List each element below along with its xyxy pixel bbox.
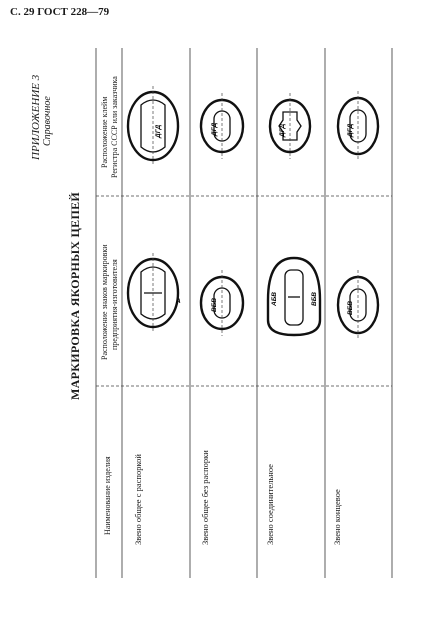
maker-mark: АБВ (271, 292, 278, 306)
row-label-stud-link: Звено общее с распоркой (133, 454, 143, 545)
stud-link-maker-drawing (128, 253, 181, 333)
studless-link-register-drawing (201, 93, 243, 159)
register-mark: ДГД (347, 123, 354, 137)
table-title: МАРКИРОВКА ЯКОРНЫХ ЦЕПЕЙ (68, 191, 82, 400)
joining-link-register-drawing (270, 93, 310, 159)
joining-link-maker-drawing (268, 258, 320, 335)
col-header-name: Наименование изделия (103, 456, 112, 535)
appendix-subtitle: Справочное (42, 96, 53, 146)
stud-link-register-drawing (128, 86, 178, 166)
page-header: С. 29 ГОСТ 228—79 (10, 6, 110, 18)
col-header-register-2: Регистра СССР или заказчика (110, 76, 119, 178)
register-mark: ДГД (155, 124, 162, 138)
maker-mark-letter: А (176, 298, 181, 305)
row-label-joining-link: Звено соединительное (265, 464, 275, 545)
register-mark: ДГД (279, 123, 286, 137)
studless-link-maker-drawing (201, 270, 243, 336)
appendix-title: ПРИЛОЖЕНИЕ 3 (30, 74, 42, 160)
maker-mark: ВБВ (211, 298, 218, 312)
end-link-register-drawing (338, 91, 378, 161)
end-link-maker-drawing (338, 270, 378, 340)
row-label-end-link: Звено концевое (332, 489, 342, 545)
col-header-register-1: Расположение клейм (100, 96, 109, 168)
row-label-studless-link: Звено общее без распорки (200, 450, 210, 545)
col-header-maker-2: предприятия-изготовителя (110, 259, 119, 350)
register-mark: ДГД (211, 122, 218, 136)
maker-mark: ВБВ (311, 292, 318, 306)
maker-mark: ВБВ (347, 301, 354, 315)
col-header-maker-1: Расположение знаков маркировки (100, 244, 109, 360)
